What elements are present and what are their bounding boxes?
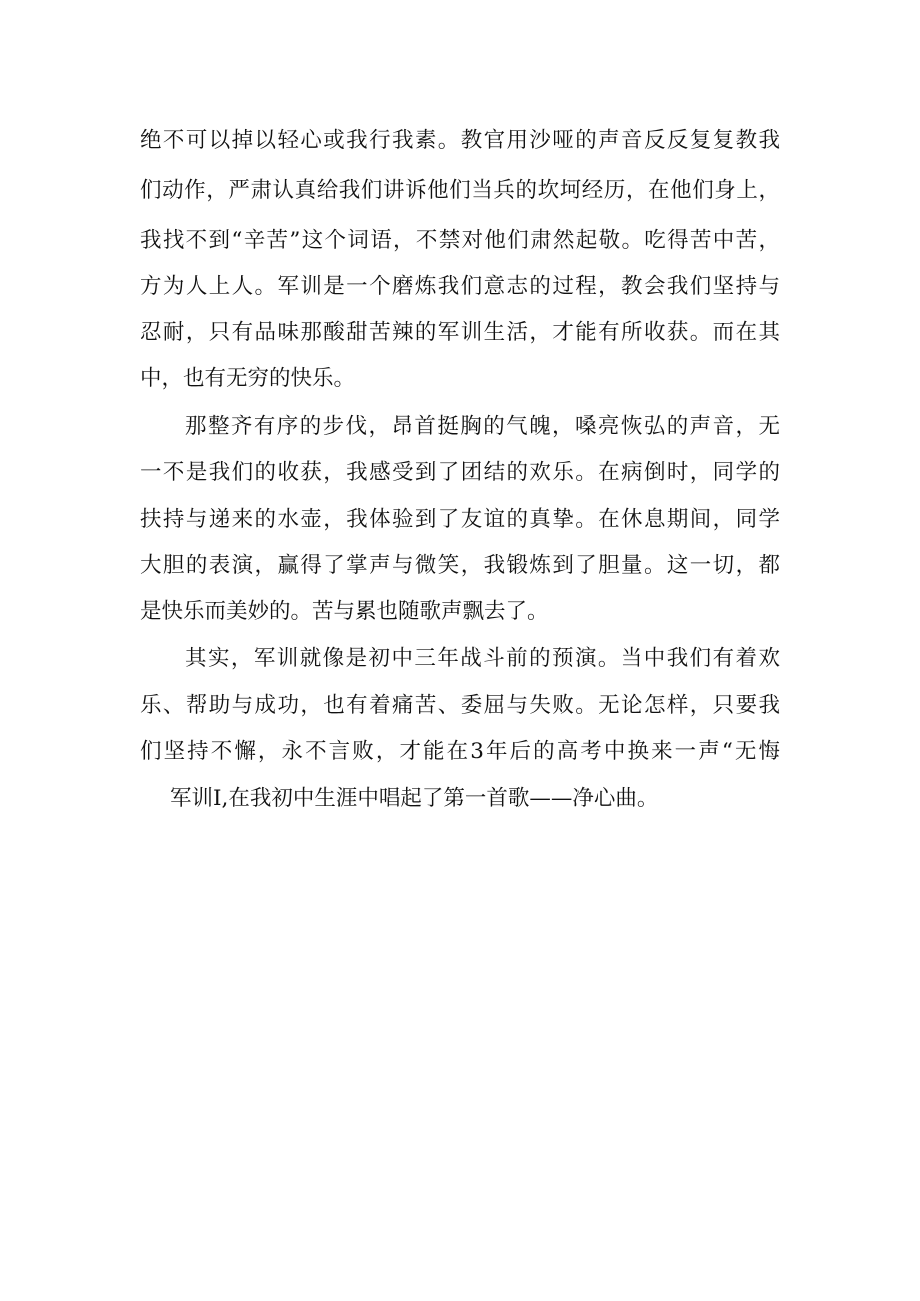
paragraph-3-line-3: 们坚持不懈，永不言败，才能在3年后的高考中换来一声“无悔 (140, 739, 780, 764)
paragraph-2-line-3: 扶持与递来的水壶，我体验到了友谊的真挚。在休息期间，同学 (140, 507, 780, 532)
paragraph-1-line-3: 我找不到“辛苦”这个词语，不禁对他们肃然起敬。吃得苦中苦， (140, 228, 780, 253)
paragraph-2-line-4: 大胆的表演，赢得了掌声与微笑，我锻炼到了胆量。这一切，都 (140, 553, 780, 578)
paragraph-1-line-6: 中，也有无穷的快乐。 (140, 366, 356, 391)
paragraph-3-line-1: 其实，军训就像是初中三年战斗前的预演。当中我们有着欢 (185, 646, 780, 671)
paragraph-1-line-4: 方为人上人。军训是一个磨炼我们意志的过程，教会我们坚持与 (140, 274, 780, 299)
paragraph-1-line-1: 绝不可以掉以轻心或我行我素。教官用沙哑的声音反反复复教我 (140, 128, 780, 153)
paragraph-2-line-5: 是快乐而美妙的。苦与累也随歌声飘去了。 (140, 599, 549, 624)
paragraph-1-line-5: 忍耐，只有品味那酸甜苦辣的军训生活，才能有所收获。而在其 (140, 320, 780, 345)
paragraph-3-line-4: 军训I,在我初中生涯中唱起了第一首歌——净心曲。 (170, 786, 659, 811)
paragraph-2-line-2: 一不是我们的收获，我感受到了团结的欢乐。在病倒时，同学的 (140, 460, 780, 485)
paragraph-3-line-2: 乐、帮助与成功，也有着痛苦、委屈与失败。无论怎样，只要我 (140, 693, 780, 718)
paragraph-2-line-1: 那整齐有序的步伐，昂首挺胸的气魄，嗓亮恢弘的声音，无 (185, 414, 780, 439)
paragraph-1-line-2: 们动作，严肃认真给我们讲诉他们当兵的坎坷经历，在他们身上， (140, 178, 780, 203)
